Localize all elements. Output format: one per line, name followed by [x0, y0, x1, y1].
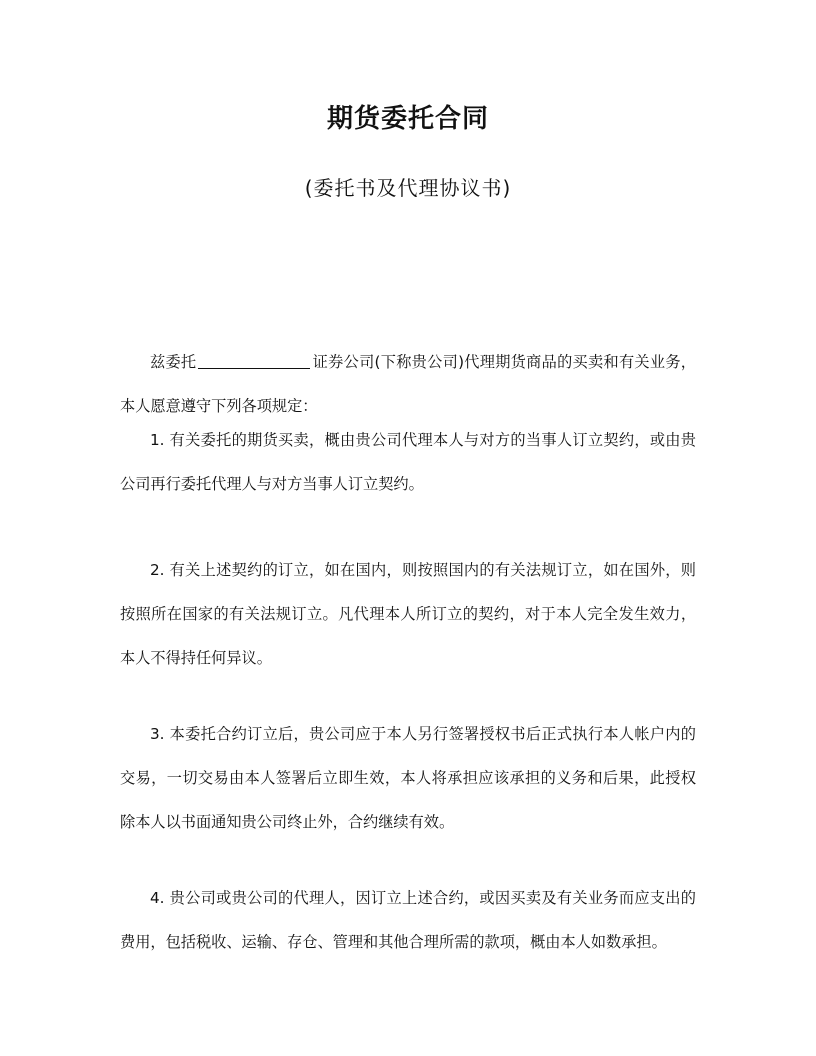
- intro-paragraph: [120, 340, 696, 428]
- clause-1: 1. 有关委托的期货买卖，概由贵公司代理本人与对方的当事人订立契约，或由贵公司再行委托代理人与对方当事人订立契约。: [120, 431, 696, 493]
- document-title: 期货委托合同: [326, 104, 489, 134]
- intro-prefix: 兹委托: [150, 353, 197, 371]
- company-name-blank: [198, 353, 310, 369]
- intro-suffix: 证券公司(下称贵公司)代理期货商品的买卖和有关业务，本人愿意遵守下列各项规定：: [120, 353, 696, 415]
- clause-2: 2. 有关上述契约的订立，如在国内，则按照国内的有关法规订立，如在国外，则按照所在国家的有关法规订立。凡代理本人所订立的契约，对于本人完全发生效力，本人不得持任何异议。: [120, 561, 696, 667]
- document-subtitle: (委托书及代理协议书): [304, 176, 512, 200]
- clause-4: 4. 贵公司或贵公司的代理人，因订立上述合约，或因买卖及有关业务而应支出的费用，包括税收、运输、存仓、管理和其他合理所需的款项，概由本人如数承担。: [120, 889, 696, 951]
- clause-3: 3. 本委托合约订立后，贵公司应于本人另行签署授权书后正式执行本人帐户内的交易，一切交易由本人签署后立即生效，本人将承担应该承担的义务和后果，此授权除本人以书面通知贵公司终止外，合约继续有效。: [120, 725, 696, 831]
